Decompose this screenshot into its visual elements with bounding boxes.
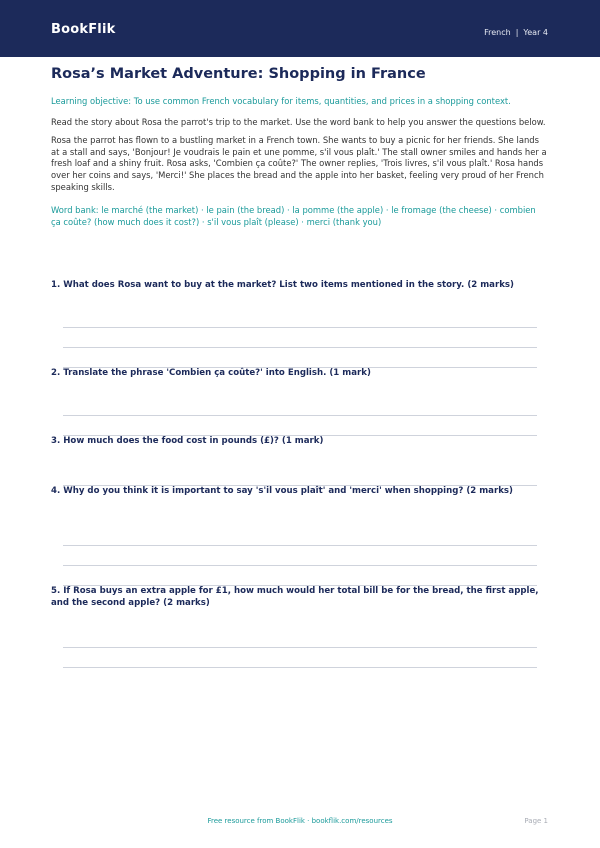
answer-line[interactable] — [63, 327, 537, 328]
word-bank: Word bank: le marché (the market) · le pain (the bread) · la pomme (the apple) · le fromage (the cheese) · combien ça coûte? (how much does it cost?) · s'il vous plaît (please) · merci (thank you) — [51, 204, 536, 227]
question-4: 4. Why do you think it is important to say 's'il vous plaît' and 'merci' when shopping? (2 marks) — [51, 486, 513, 496]
answer-line[interactable] — [63, 667, 537, 668]
learning-objective: Learning objective: To use common French vocabulary for items, quantities, and prices in a shopping context. — [51, 96, 511, 106]
answer-line[interactable] — [63, 415, 537, 416]
page-number: Page 1 — [524, 817, 548, 825]
answer-line[interactable] — [63, 347, 537, 348]
brand-logo[interactable]: BookFlik — [51, 22, 116, 37]
subject-label: French — [484, 28, 511, 37]
answer-line[interactable] — [63, 565, 537, 566]
year-label: Year 4 — [523, 28, 548, 37]
answer-line[interactable] — [63, 545, 537, 546]
subject-year-label — [484, 27, 548, 38]
question-3: 3. How much does the food cost in pounds (£)? (1 mark) — [51, 436, 324, 446]
answer-line[interactable] — [63, 647, 537, 648]
footer-text[interactable]: Free resource from BookFlik · bookflik.com/resources — [207, 817, 393, 825]
worksheet-content — [51, 64, 548, 228]
header-bar — [0, 0, 600, 57]
page-title: Rosa’s Market Adventure: Shopping in France — [51, 66, 426, 82]
question-5: 5. If Rosa buys an extra apple for £1, how much would her total bill be for the bread, the first apple, and the second apple? (2 marks) — [51, 586, 539, 608]
header-separator: | — [515, 28, 519, 37]
intro-paragraph: Read the story about Rosa the parrot's trip to the market. Use the word bank to help you answer the questions below. — [51, 117, 546, 127]
story-paragraph: Rosa the parrot has flown to a bustling market in a French town. She wants to buy a picnic for her friends. She lands at a stall and says, 'Bonjour! Je voudrais le pain et une pomme, s'il vous plaît.' The stall owner smiles and hands her a fresh loaf and a shiny fruit. Rosa asks, 'Combien ça coûte?' The owner replies, 'Trois livres, s'il vous plaît.' Rosa hands over her coins and says, 'Merci!' She places the bread and the apple into her basket, feeling very proud of her French speaking skills. — [51, 134, 547, 192]
question-2: 2. Translate the phrase 'Combien ça coûte?' into English. (1 mark) — [51, 368, 371, 378]
question-1: 1. What does Rosa want to buy at the market? List two items mentioned in the story. (2 marks) — [51, 280, 514, 290]
